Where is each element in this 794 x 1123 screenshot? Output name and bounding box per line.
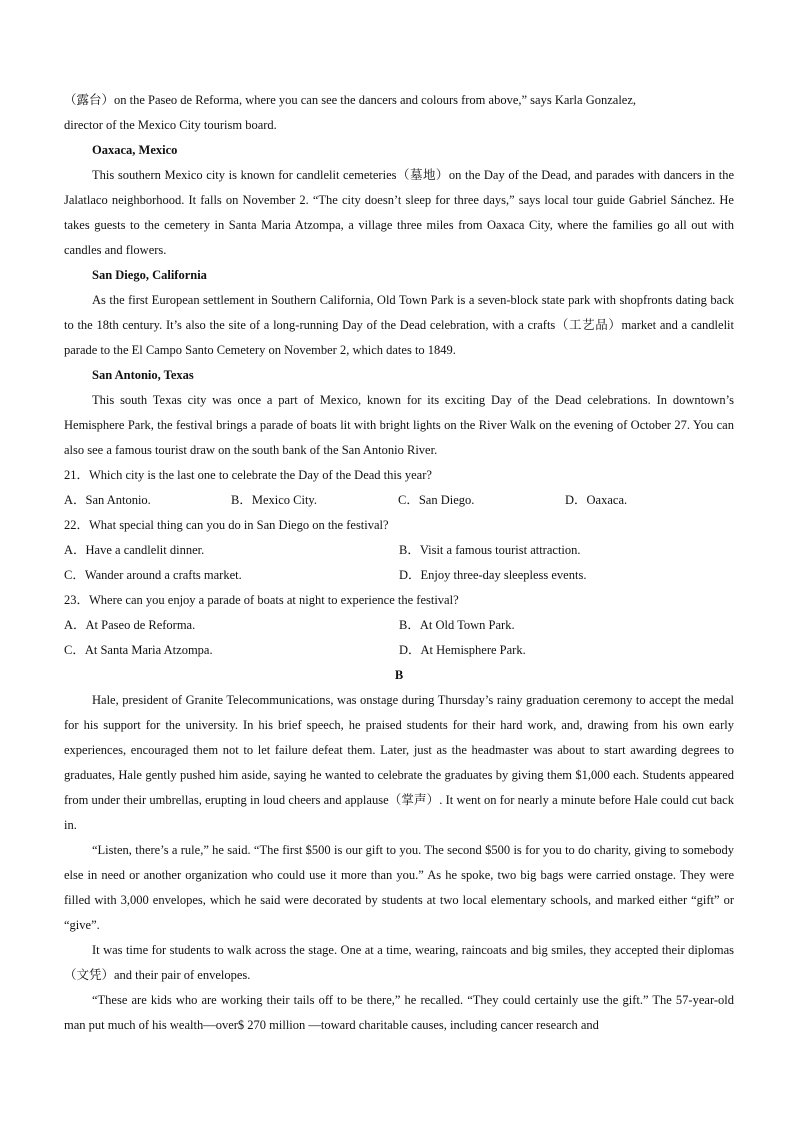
option-c: C．Wander around a crafts market.: [64, 568, 242, 582]
passage-paragraph: “Listen, there’s a rule,” he said. “The first $500 is our gift to you. The second $500 is for you to do charity, giving to somebody else in need or another organization who could use it more than you.” As he spoke, two big bags were carried onstage. They were filled with 3,000 envelopes, which he said were decorated by students at two local elementary schools, and marked either “gift” or “give”.: [64, 843, 734, 932]
section-paragraph: This south Texas city was once a part of Mexico, known for its exciting Day of the Dead celebrations. In downtown’s Hemisphere Park, the festival brings a parade of boats lit with bright lights on the River Walk on the evening of October 27. You can also see a famous tourist draw on the south bank of the San Antonio River.: [64, 393, 734, 457]
document-page: [64, 88, 734, 1038]
option-c: C．At Santa Maria Atzompa.: [64, 643, 213, 657]
option-b: B．Mexico City.: [231, 493, 317, 507]
section-heading: San Antonio, Texas: [92, 368, 194, 382]
question-stem: 21．Which city is the last one to celebrate the Day of the Dead this year?: [64, 468, 432, 482]
question-stem: 23．Where can you enjoy a parade of boats at night to experience the festival?: [64, 593, 459, 607]
option-a: A．San Antonio.: [64, 493, 151, 507]
passage-paragraph: Hale, president of Granite Telecommunications, was onstage during Thursday’s rainy graduation ceremony to accept the medal for his support for the university. In his brief speech, he praised students for their hard work, and, drawing from his own early experiences, encouraged them not to let failure defeat them. Later, just as the headmaster was about to start awarding degrees to graduates, Hale gently pushed him aside, saying he wanted to celebrate the graduates by giving them $1,000 each. Students appeared from under their umbrellas, erupting in loud cheers and applause（掌声）. It went on for nearly a minute before Hale could cut back in.: [64, 693, 734, 832]
option-b: B．Visit a famous tourist attraction.: [399, 543, 581, 557]
question-stem: 22．What special thing can you do in San Diego on the festival?: [64, 518, 389, 532]
option-a: A．At Paseo de Reforma.: [64, 618, 196, 632]
option-a: A．Have a candlelit dinner.: [64, 543, 205, 557]
intro-line: （露台）on the Paseo de Reforma, where you can see the dancers and colours from above,” says Karla Gonzalez,: [64, 93, 637, 107]
question-options: [64, 488, 734, 513]
passage-label: B: [394, 668, 404, 682]
option-c: C．San Diego.: [398, 493, 475, 507]
option-d: D．Oaxaca.: [565, 493, 628, 507]
question-options: [64, 538, 734, 563]
question-options: [64, 563, 734, 588]
intro-line: director of the Mexico City tourism board.: [64, 118, 277, 132]
section-heading: San Diego, California: [92, 268, 207, 282]
section-paragraph: This southern Mexico city is known for candlelit cemeteries（墓地）on the Day of the Dead, and parades with dancers in the Jalatlaco neighborhood. It falls on November 2. “The city doesn’t sleep for three days,” says local tour guide Gabriel Sánchez. He takes guests to the cemetery in Santa Maria Atzompa, a village three miles from Oaxaca City, where the families go all out with candles and flowers.: [64, 168, 734, 257]
option-d: D．Enjoy three-day sleepless events.: [399, 568, 587, 582]
option-d: D．At Hemisphere Park.: [399, 643, 526, 657]
section-heading: Oaxaca, Mexico: [92, 143, 178, 157]
option-b: B．At Old Town Park.: [399, 618, 515, 632]
question-options: [64, 613, 734, 638]
question-options: [64, 638, 734, 663]
passage-paragraph: It was time for students to walk across the stage. One at a time, wearing, raincoats and big smiles, they accepted their diplomas（文凭）and their pair of envelopes.: [64, 943, 734, 982]
section-paragraph: As the first European settlement in Southern California, Old Town Park is a seven-block state park with shopfronts dating back to the 18th century. It’s also the site of a long-running Day of the Dead celebration, with a crafts（工艺品）market and a candlelit parade to the El Campo Santo Cemetery on November 2, which dates to 1849.: [64, 293, 734, 357]
passage-paragraph: “These are kids who are working their tails off to be there,” he recalled. “They could certainly use the gift.” The 57-year-old man put much of his wealth—over$ 270 million —toward charitable causes, including cancer research and: [64, 993, 734, 1032]
